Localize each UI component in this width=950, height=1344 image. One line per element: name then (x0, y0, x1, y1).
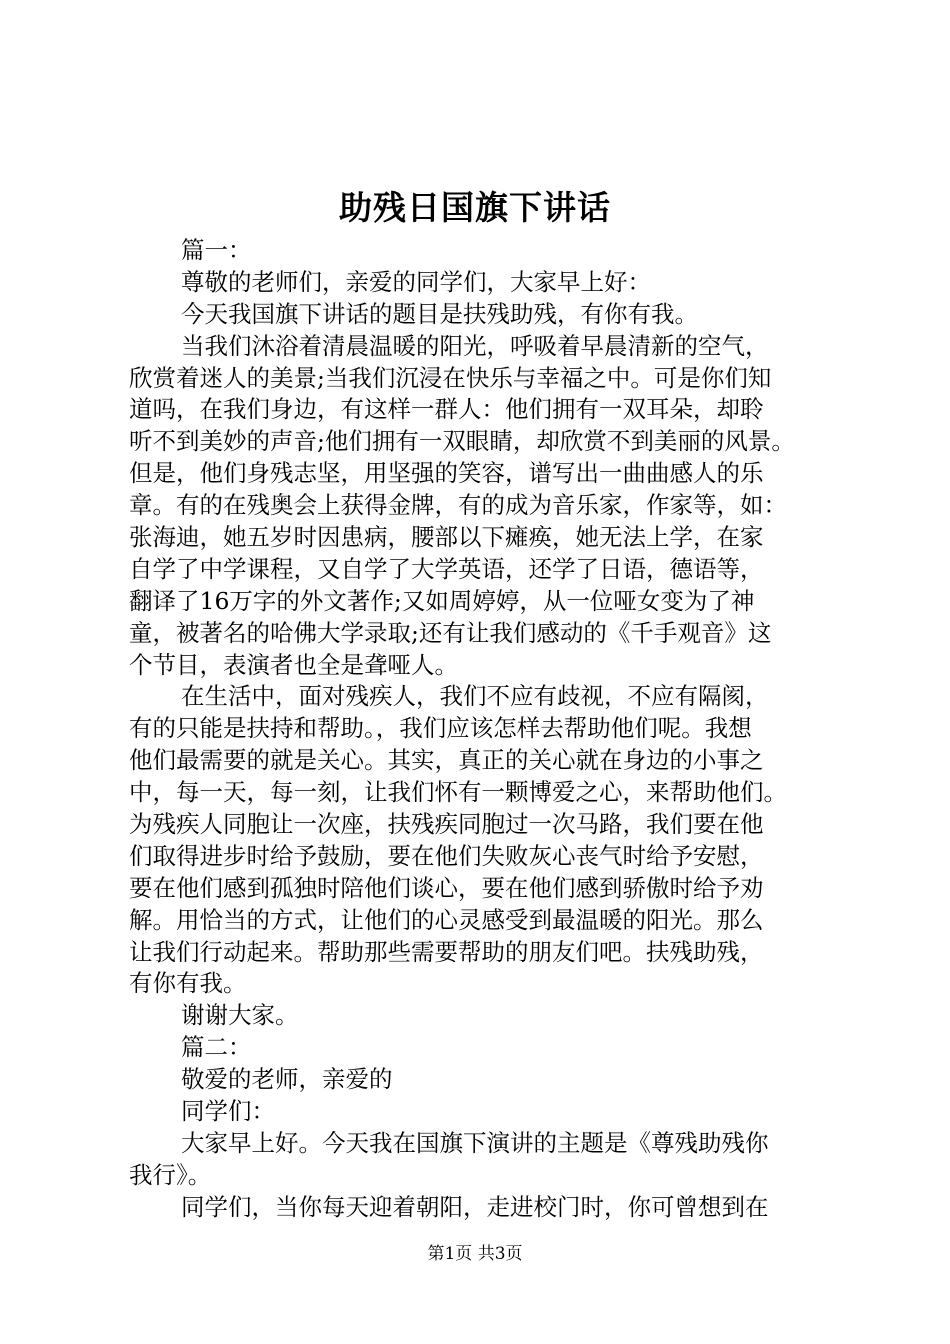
paragraph-line: 听不到美妙的声音;他们拥有一双眼睛，却欣赏不到美丽的风景。 (129, 427, 795, 456)
paragraph-line: 解。用恰当的方式，让他们的心灵感受到最温暖的阳光。那么 (129, 905, 764, 934)
paragraph-line: 有的只能是扶持和帮助。，我们应该怎样去帮助他们呢。我想 (129, 714, 752, 743)
paragraph-line: 我行》。 (129, 1160, 212, 1189)
paragraph-line: 翻译了16万字的外文著作;又如周婷婷，从一位哑女变为了神 (129, 586, 755, 615)
paragraph-line: 为残疾人同胞让一次座，扶残疾同胞过一次马路，我们要在他 (129, 810, 764, 839)
paragraph-line: 在生活中，面对残疾人，我们不应有歧视，不应有隔阂， (181, 682, 769, 711)
paragraph-line: 今天我国旗下讲话的题目是扶残助残，有你有我。 (181, 299, 698, 328)
paragraph-line: 大家早上好。今天我在国旗下演讲的主题是《尊残助残你 (181, 1128, 769, 1157)
document-title: 助残日国旗下讲话 (339, 188, 611, 227)
paragraph-line: 道吗，在我们身边，有这样一群人：他们拥有一双耳朵，却聆 (129, 395, 764, 424)
paragraph-line: 同学们，当你每天迎着朝阳，走进校门时，你可曾想到在 (181, 1192, 769, 1221)
paragraph-line: 们取得进步时给予鼓励，要在他们失败灰心丧气时给予安慰， (129, 841, 764, 870)
paragraph-line: 但是，他们身残志坚，用坚强的笑容，谱写出一曲曲感人的乐 (129, 459, 764, 488)
paragraph-line: 当我们沐浴着清晨温暖的阳光，呼吸着早晨清新的空气， (181, 331, 769, 360)
paragraph-line: 中，每一天，每一刻，让我们怀有一颗博爱之心，来帮助他们。 (129, 778, 787, 807)
paragraph-line: 敬爱的老师，亲爱的 (181, 1065, 393, 1094)
paragraph-line: 有你有我。 (129, 969, 247, 998)
section-heading: 篇二： (181, 1033, 252, 1062)
paragraph-line: 张海迪，她五岁时因患病，腰部以下瘫痪，她无法上学，在家 (129, 523, 764, 552)
paragraph-line: 要在他们感到孤独时陪他们谈心，要在他们感到骄傲时给予劝 (129, 873, 764, 902)
paragraph-line: 章。有的在残奥会上获得金牌，有的成为音乐家，作家等，如： (129, 491, 787, 520)
paragraph-line: 让我们行动起来。帮助那些需要帮助的朋友们吧。扶残助残， (129, 937, 764, 966)
paragraph-line: 童，被著名的哈佛大学录取;还有让我们感动的《千手观音》这 (129, 618, 772, 647)
paragraph-line: 尊敬的老师们，亲爱的同学们，大家早上好： (181, 267, 651, 296)
paragraph-line: 他们最需要的就是关心。其实，真正的关心就在身边的小事之 (129, 746, 764, 775)
paragraph-line: 自学了中学课程，又自学了大学英语，还学了日语，德语等， (129, 554, 764, 583)
section-heading: 篇一： (181, 236, 252, 264)
document-body (129, 235, 837, 1224)
paragraph-line: 欣赏着迷人的美景;当我们沉浸在快乐与幸福之中。可是你们知 (129, 363, 772, 392)
paragraph-line: 个节目，表演者也全是聋哑人。 (129, 650, 458, 679)
paragraph-line: 同学们： (181, 1097, 275, 1126)
paragraph-line: 谢谢大家。 (181, 1001, 299, 1030)
page-number-footer: 第1页 共3页 (427, 1244, 523, 1264)
